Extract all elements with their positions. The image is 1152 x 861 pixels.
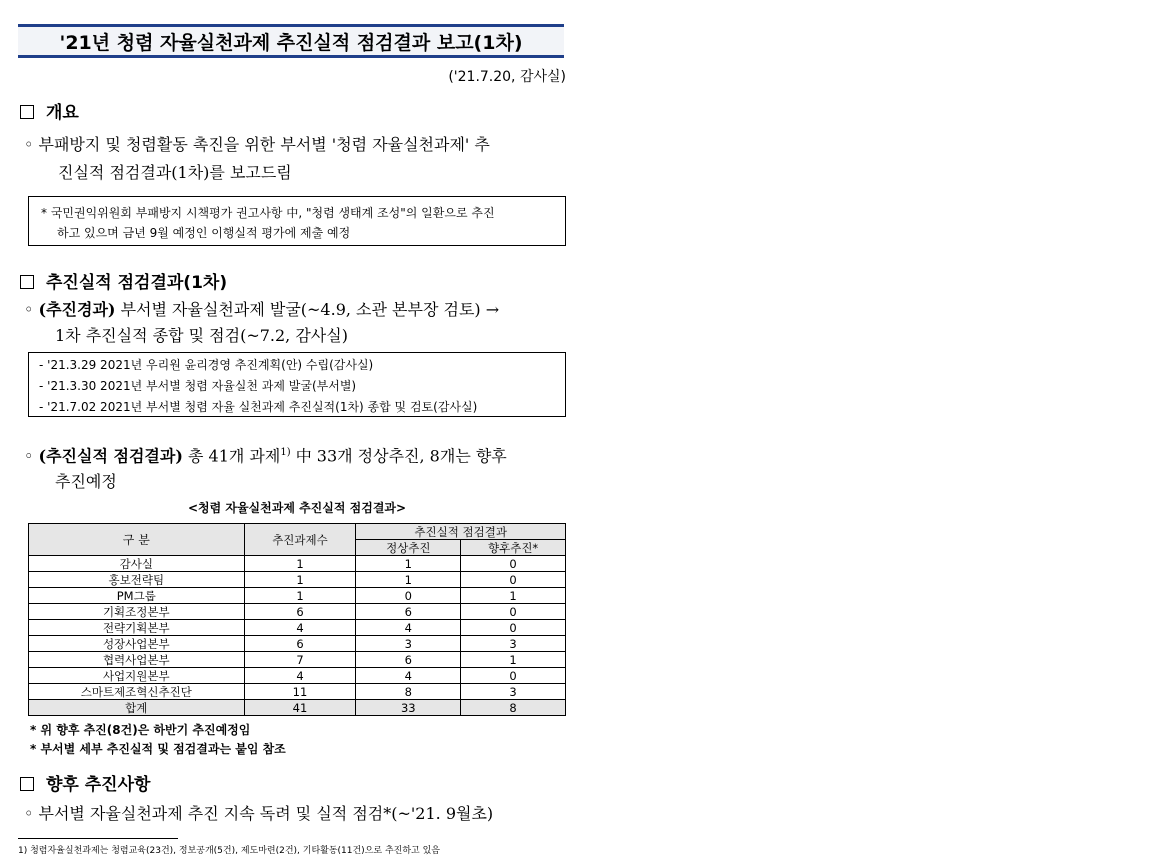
table-row: 협력사업본부 7 6 1 [29,652,566,668]
table-row: 사업지원본부 4 4 0 [29,668,566,684]
report-date: ('21.7.20, 감사실) [448,69,566,85]
table-note-1: * 위 향후 추진(8건)은 하반기 추진예정임 [30,723,251,737]
timeline-item: - '21.3.29 2021년 우리원 윤리경영 추진계획(안) 수립(감사실) [39,358,374,372]
header-future: 향후추진* [461,540,566,556]
future-bullet: ◦ 부서별 자율실천과제 추진 지속 독려 및 실적 점검*(~'21. 9월초) [24,804,494,823]
square-bullet-icon [20,777,34,791]
result-line2: 추진예정 [55,472,117,491]
square-bullet-icon [20,275,34,289]
overview-bullet-line1: ◦ 부패방지 및 청렴활동 촉진을 위한 부서별 '청렴 자율실천과제' 추 [24,135,490,154]
table-row: 감사실 1 1 0 [29,556,566,572]
table-total-row: 합계 41 33 8 [29,700,566,716]
overview-bullet-line2: 진실적 점검결과(1차)를 보고드림 [58,163,292,182]
header-normal: 정상추진 [356,540,461,556]
footnote: 1) 청렴자율실천과제는 청렴교육(23건), 정보공개(5건), 제도마련(2건), 기타활동(11건)으로 추진하고 있음 [18,846,440,856]
square-bullet-icon [20,105,34,119]
table-title: <청렴 자율실천과제 추진실적 점검결과> [187,501,407,515]
footnote-divider [18,838,178,839]
table-row: 성장사업본부 6 3 3 [29,636,566,652]
table-row: PM그룹 1 0 1 [29,588,566,604]
timeline-item: - '21.7.02 2021년 부서별 청렴 자율 실천과제 추진실적(1차) 종합 및 검토(감사실) [39,400,478,414]
table-row: 홍보전략팀 1 1 0 [29,572,566,588]
timeline-box [28,352,566,417]
section-heading-future: 향후 추진사항 [20,770,150,795]
document-title-box [18,24,564,58]
progress-line2: 1차 추진실적 종합 및 점검(~7.2, 감사실) [55,326,348,345]
table-row: 스마트제조혁신추진단 11 8 3 [29,684,566,700]
table-row: 전략기획본부 4 4 0 [29,620,566,636]
header-dept: 구 분 [29,524,245,556]
overview-note-line2: 하고 있으며 금년 9월 예정인 이행실적 평가에 제출 예정 [57,226,351,240]
progress-line1: ◦ (추진경과) 부서별 자율실천과제 발굴(~4.9, 소관 본부장 검토) → [24,300,500,319]
timeline-item: - '21.3.30 2021년 부서별 청렴 자율실천 과제 발굴(부서별) [39,379,357,393]
result-line1: ◦ (추진실적 점검결과) 총 41개 과제$^{1)}$ 中 33개 정상추진, 8개는 향후 [24,446,507,466]
table-note-2: * 부서별 세부 추진실적 및 점검결과는 붙임 참조 [30,742,286,756]
overview-note-line1: * 국민권익위원회 부패방지 시책평가 권고사항 中, "청렴 생태계 조성"의 일환으로 추진 [41,206,495,220]
section-heading-overview: 개요 [20,98,79,123]
document-title: '21년 청렴 자율실천과제 추진실적 점검결과 보고(1차) [59,31,523,54]
overview-note-box [28,196,566,246]
header-count: 추진과제수 [244,524,356,556]
section-heading-results: 추진실적 점검결과(1차) [20,268,227,293]
table-row: 기획조정본부 6 6 0 [29,604,566,620]
results-table [28,523,566,716]
header-group: 추진실적 점검결과 [356,524,566,540]
